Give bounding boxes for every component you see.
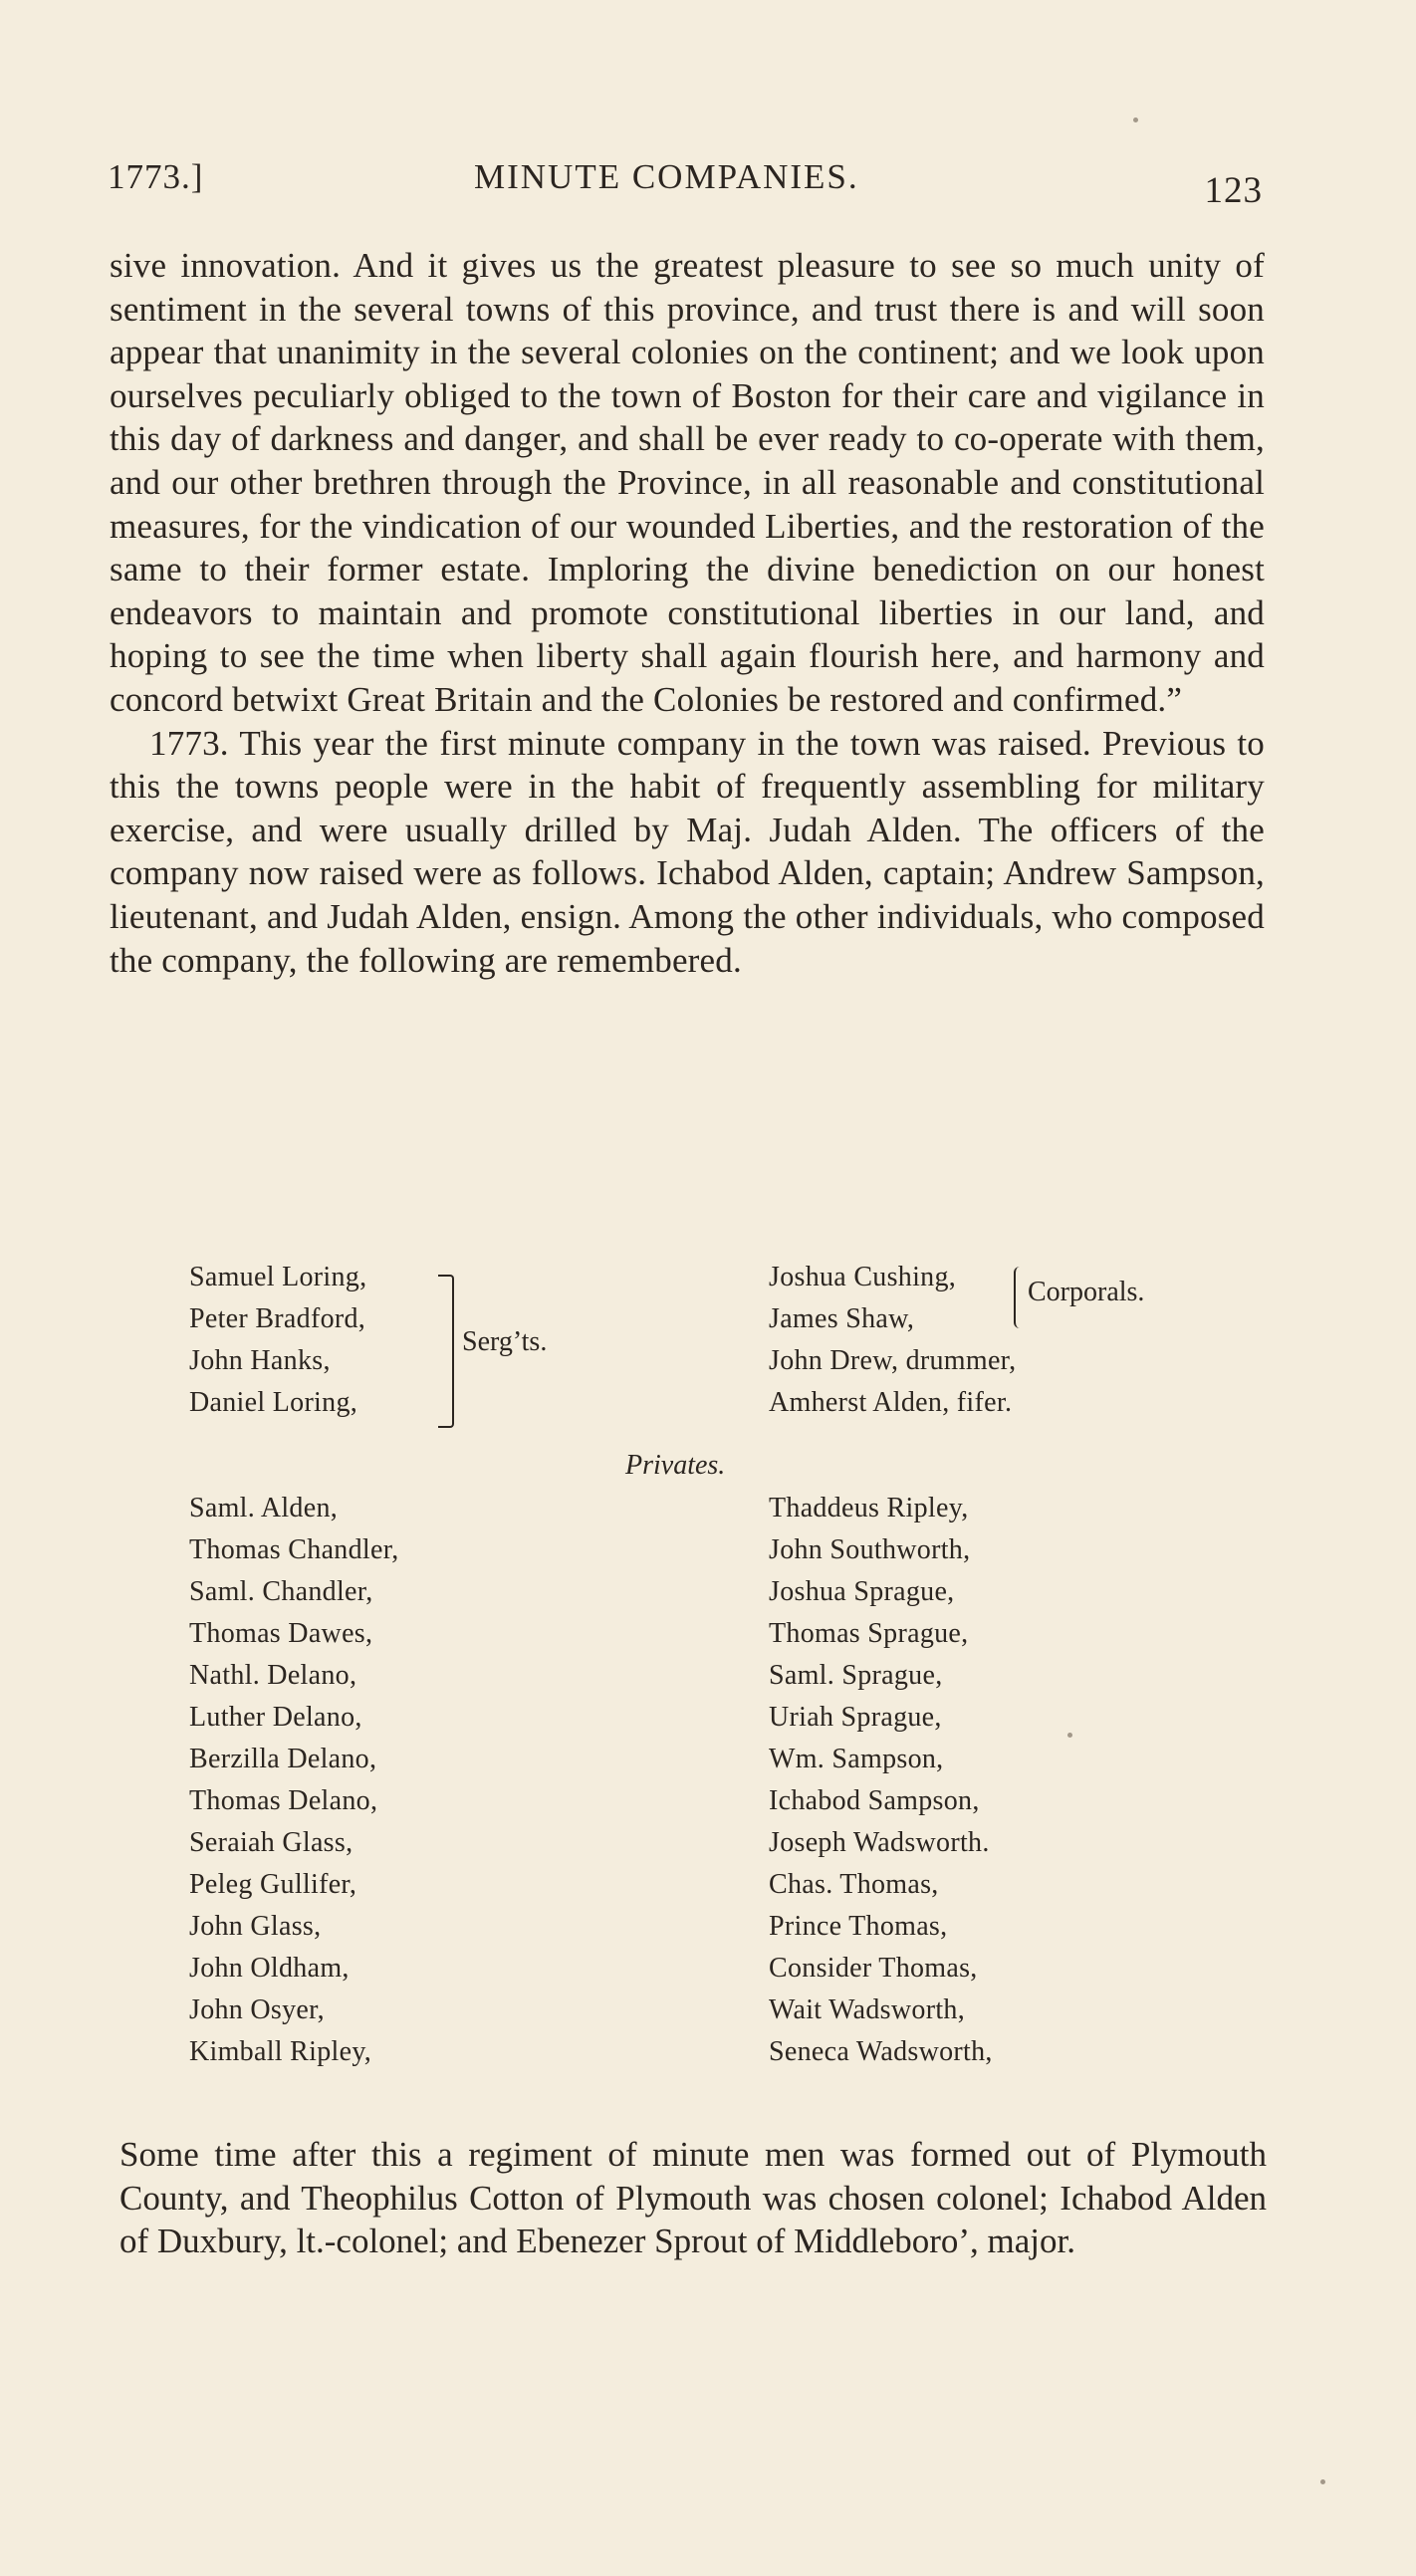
sergeant-name: John Hanks,	[189, 1345, 331, 1376]
corporals-label: Corporals.	[1028, 1277, 1145, 1307]
sergeants-brace	[438, 1275, 454, 1428]
sergeant-name: Daniel Loring,	[189, 1387, 358, 1418]
paragraph-1773: 1773. This year the first minute company in the town was raised. Previous to this the towns people were in the habit of frequently assembling for military exercise, and were usually drilled by Maj. Judah Alden. The officers of the company now raised were as follows. Ichabod Alden, captain; Andrew Sampson, lieutenant, and Judah Alden, ensign. Among the other individuals, who composed the company, the following are remembered.	[110, 723, 1265, 980]
private-name: Seneca Wadsworth,	[769, 2036, 993, 2067]
paragraph-continuation: sive innovation. And it gives us the greatest pleasure to see so much unity of sentiment in the several towns of this province, and trust there is and will soon appear that unanimity in the several colonies on the continent; and we look upon ourselves peculiarly obliged to the town of Boston for their care and vigilance in this day of darkness and danger, and shall be ever ready to co-operate with them, and our other brethren through the Province, in all reasonable and constitutional measures, for the vindication of our wounded Liberties, and the restoration of the same to their former estate. Imploring the divine benediction on our honest endeavors to maintain and promote constitutional liberties in our land, and hoping to see the time when liberty shall again flourish here, and harmony and concord betwixt Great Britain and the Colonies be restored and confirmed.”	[110, 246, 1265, 719]
header-title: MINUTE COMPANIES.	[474, 157, 859, 196]
page-number: 123	[1204, 170, 1263, 211]
corporal-name: James Shaw,	[769, 1303, 915, 1334]
sergeant-name: Samuel Loring,	[189, 1262, 367, 1292]
private-name: Nathl. Delano,	[189, 1660, 357, 1691]
privates-right-column	[769, 1488, 1187, 2073]
private-name: Prince Thomas,	[769, 1911, 948, 1942]
private-name: Thomas Delano,	[189, 1785, 378, 1816]
private-name: Wait Wadsworth,	[769, 1994, 965, 2025]
private-name: Seraiah Glass,	[189, 1827, 354, 1858]
ink-speck	[1320, 2479, 1325, 2484]
private-name: Uriah Sprague,	[769, 1702, 942, 1733]
private-name: Joseph Wadsworth.	[769, 1827, 990, 1858]
private-name: Thomas Dawes,	[189, 1618, 373, 1649]
private-name: Luther Delano,	[189, 1702, 362, 1733]
private-name: Consider Thomas,	[769, 1953, 978, 1984]
closing-paragraph: Some time after this a regiment of minute men was formed out of Plymouth County, and Theophilus Cotton of Plymouth was chosen colonel; Ichabod Alden of Duxbury, lt.-colonel; and Ebenezer Sprout of Middleboro’, major.	[119, 2135, 1267, 2261]
sergeant-name: Peter Bradford,	[189, 1303, 366, 1334]
private-name: John Southworth,	[769, 1534, 971, 1565]
header-year: 1773.]	[108, 157, 204, 196]
body-text	[110, 244, 1265, 982]
private-name: John Oldham,	[189, 1953, 350, 1984]
private-name: Thomas Sprague,	[769, 1618, 969, 1649]
private-name: Kimball Ripley,	[189, 2036, 372, 2067]
corporal-name: Joshua Cushing,	[769, 1262, 957, 1292]
closing-paragraph-block	[119, 2133, 1267, 2263]
private-name: Thomas Chandler,	[189, 1534, 399, 1565]
privates-left-column	[189, 1488, 548, 2073]
private-name: Saml. Sprague,	[769, 1660, 943, 1691]
musician-name: John Drew, drummer,	[769, 1345, 1017, 1376]
private-name: Berzilla Delano,	[189, 1744, 377, 1774]
private-name: Saml. Chandler,	[189, 1576, 373, 1607]
private-name: John Osyer,	[189, 1994, 325, 2025]
corporals-brace	[1014, 1267, 1026, 1328]
private-name: Wm. Sampson,	[769, 1744, 944, 1774]
private-name: Thaddeus Ripley,	[769, 1493, 969, 1523]
musician-name: Amherst Alden, fifer.	[769, 1387, 1013, 1418]
private-name: Ichabod Sampson,	[769, 1785, 980, 1816]
running-header	[108, 157, 1263, 211]
private-name: Chas. Thomas,	[769, 1869, 939, 1900]
sergeants-label: Serg’ts.	[462, 1326, 548, 1357]
ink-speck	[1133, 117, 1138, 122]
private-name: Peleg Gullifer,	[189, 1869, 357, 1900]
privates-heading: Privates.	[625, 1450, 726, 1481]
private-name: John Glass,	[189, 1911, 322, 1942]
private-name: Saml. Alden,	[189, 1493, 339, 1523]
private-name: Joshua Sprague,	[769, 1576, 955, 1607]
